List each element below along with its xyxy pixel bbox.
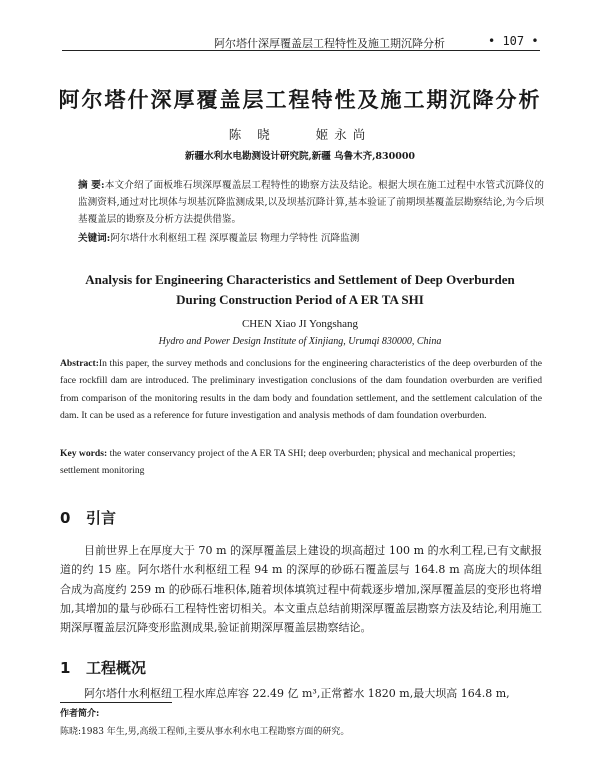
footnote-rule	[60, 702, 172, 703]
running-title: 阿尔塔什深厚覆盖层工程特性及施工期沉降分析	[214, 37, 445, 50]
section-number: 0	[60, 509, 71, 527]
affiliation-en: Hydro and Power Design Institute of Xinjiang, Urumqi 830000, China	[158, 336, 442, 347]
footnote-text: 陈晓:1983 年生,男,高级工程师,主要从事水利水电工程勘察方面的研究。	[60, 727, 350, 737]
keywords-en-label: Key words:	[60, 448, 108, 459]
keywords-cn	[78, 230, 544, 244]
page-number: • 107 •	[488, 34, 539, 48]
paragraph: 阿尔塔什水利枢纽工程水库总库容 22.49 亿 m³,正常蓄水 1820 m,最大坝高 164.8 m,	[84, 687, 510, 700]
abstract-cn-text: 本文介绍了面板堆石坝深厚覆盖层工程特性的勘察方法及结论。根据大坝在施工过程中水管式沉降仪的监测资料,通过对比坝体与坝基沉降监测成果,以及坝基沉降计算,基本验证了前期坝基覆盖层勘察结论,为今后坝基覆盖层的勘察及分析方法提供借鉴。	[78, 180, 545, 225]
keywords-cn-label: 关键词:	[78, 233, 111, 244]
paper-title-cn: 阿尔塔什深厚覆盖层工程特性及施工期沉降分析	[58, 88, 542, 112]
paper-title-en-line-1: Analysis for Engineering Characteristics and Settlement of Deep Overburden	[85, 272, 515, 287]
affiliation-cn: 新疆水利水电勘测设计研究院,新疆 乌鲁木齐,830000	[184, 151, 416, 162]
section-heading-overview	[60, 657, 146, 678]
keywords-cn-text: 阿尔塔什水利枢纽工程 深厚覆盖层 物理力学特性 沉降监测	[110, 233, 360, 244]
footnote-label: 作者简介:	[60, 709, 100, 719]
section-heading-intro	[60, 507, 116, 528]
authors-cn	[0, 125, 600, 143]
author-cn-2: 姬永尚	[315, 127, 372, 142]
abstract-en-text: In this paper, the survey methods and conclusions for the engineering characteristics of the deep overburden of the face rockfill dam are introduced. The preliminary investigation conclusions of the dam foundation overburden are verified from comparison of the monitoring results in the dam body and foundation settlement, and the settlement calculation of the dam. It can be used as a reference for future investigation and analysis methods of dam foundation overburden.	[60, 358, 542, 421]
abstract-en	[60, 355, 542, 424]
abstract-cn-label: 摘 要:	[78, 180, 105, 191]
paper-title-en	[0, 270, 600, 310]
author-cn-1: 陈 晓	[228, 127, 276, 142]
paragraph: 目前世界上在厚度大于 70 m 的深厚覆盖层上建设的坝高超过 100 m 的水利工程,已有文献报道的约 15 座。阿尔塔什水利枢纽工程 94 m 的深厚的砂砾石覆盖层与 164.8 m 高庞大的坝体组合成为高度约 259 m 的砂砾石堆积体,随着坝体填筑过程中荷载逐步增加,深厚覆盖层的变形也将增加,其增加的量与砂砾石工程特性密切相关。本文重点总结前期深厚覆盖层勘察方法及结论,利用施工期深厚覆盖层沉降变形监测成果,验证前期深厚覆盖层勘察结论。	[60, 544, 542, 635]
section-body-intro	[60, 541, 542, 637]
paper-title-en-line-2: During Construction Period of A ER TA SHI	[176, 292, 424, 307]
section-title: 工程概况	[86, 659, 147, 677]
authors-en: CHEN Xiao JI Yongshang	[241, 318, 359, 330]
section-body-overview	[60, 684, 542, 703]
keywords-en-text: the water conservancy project of the A ER TA SHI; deep overburden; physical and mechanical properties; settlement monitoring	[60, 448, 516, 477]
section-number: 1	[60, 659, 71, 677]
section-title: 引言	[86, 509, 117, 527]
keywords-en	[60, 445, 542, 480]
abstract-en-label: Abstract:	[60, 358, 99, 369]
abstract-cn	[78, 177, 544, 228]
